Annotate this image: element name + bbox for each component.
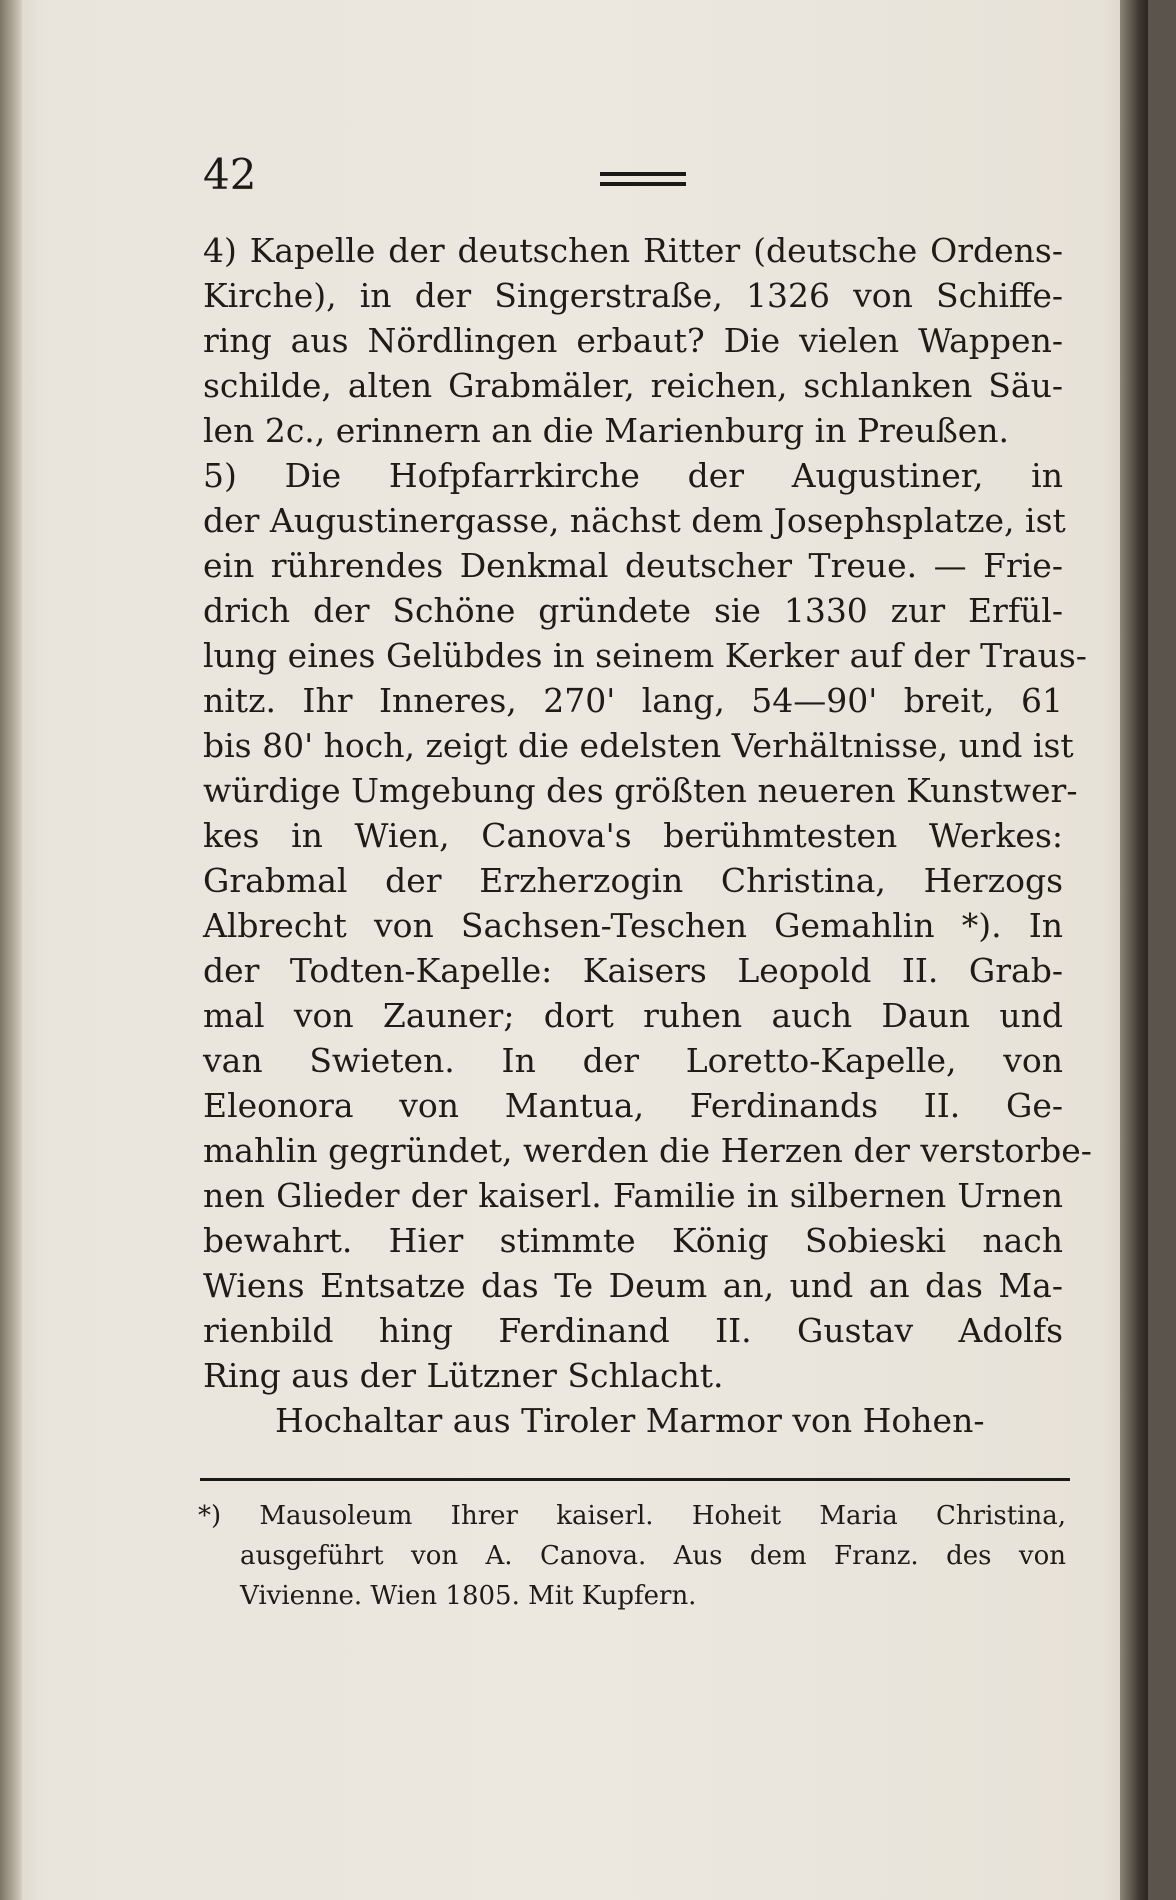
body-line: Kirche), in der Singerstraße, 1326 von Schiffe- — [203, 276, 1063, 315]
body-line: 5) Die Hofpfarrkirche der Augustiner, in — [203, 456, 1063, 495]
page-number: 42 — [203, 150, 257, 199]
body-line: ring aus Nördlingen erbaut? Die vielen Wappen- — [203, 321, 1063, 360]
body-line: kes in Wien, Canova's berühmtesten Werkes: — [203, 816, 1063, 855]
body-line: mahlin gegründet, werden die Herzen der verstorbe- — [203, 1131, 1092, 1170]
header-ornament-rule — [600, 172, 686, 186]
body-line: rienbild hing Ferdinand II. Gustav Adolfs — [203, 1311, 1063, 1350]
body-line: Wiens Entsatze das Te Deum an, und an das Ma- — [203, 1266, 1063, 1305]
body-line: Albrecht von Sachsen-Teschen Gemahlin *). In — [203, 906, 1063, 945]
body-line: mal von Zauner; dort ruhen auch Daun und — [203, 996, 1063, 1035]
body-line: drich der Schöne gründete sie 1330 zur Erfül- — [203, 591, 1063, 630]
body-line: nen Glieder der kaiserl. Familie in silbernen Urnen — [203, 1176, 1063, 1215]
page-header — [203, 150, 1063, 200]
body-line: Hochaltar aus Tiroler Marmor von Hohen- — [275, 1401, 985, 1440]
body-line: len 2c., erinnern an die Marienburg in Preußen. — [203, 411, 1010, 450]
body-line: schilde, alten Grabmäler, reichen, schlanken Säu- — [203, 366, 1063, 405]
body-line: der Todten-Kapelle: Kaisers Leopold II. Grab- — [203, 951, 1063, 990]
page-outer-edge — [1120, 0, 1148, 1900]
body-line: Grabmal der Erzherzogin Christina, Herzogs — [203, 861, 1063, 900]
body-line: nitz. Ihr Inneres, 270' lang, 54—90' breit, 61 — [203, 681, 1063, 720]
body-line: bis 80' hoch, zeigt die edelsten Verhältnisse, und ist — [203, 726, 1074, 765]
body-line: Ring aus der Lützner Schlacht. — [203, 1356, 724, 1395]
footnote-line: ausgeführt von A. Canova. Aus dem Franz. des von — [240, 1541, 1066, 1571]
body-line: lung eines Gelübdes in seinem Kerker auf der Traus- — [203, 636, 1087, 675]
footnotes — [198, 1496, 1066, 1616]
body-line: bewahrt. Hier stimmte König Sobieski nach — [203, 1221, 1063, 1260]
body-line: der Augustinergasse, nächst dem Josephsplatze, ist — [203, 501, 1066, 540]
body-line: 4) Kapelle der deutschen Ritter (deutsche Ordens- — [203, 231, 1063, 270]
footnote-line: Vivienne. Wien 1805. Mit Kupfern. — [240, 1581, 697, 1611]
footnote-rule — [200, 1478, 1070, 1481]
body-text — [203, 228, 1092, 1443]
body-line: würdige Umgebung des größten neueren Kunstwer- — [203, 771, 1078, 810]
body-line: Eleonora von Mantua, Ferdinands II. Ge- — [203, 1086, 1063, 1125]
footnote-line: *) Mausoleum Ihrer kaiserl. Hoheit Maria Christina, — [198, 1501, 1066, 1531]
body-line: van Swieten. In der Loretto-Kapelle, von — [203, 1041, 1063, 1080]
body-line: ein rührendes Denkmal deutscher Treue. — Frie- — [203, 546, 1063, 585]
page-binding-edge — [0, 0, 22, 1900]
